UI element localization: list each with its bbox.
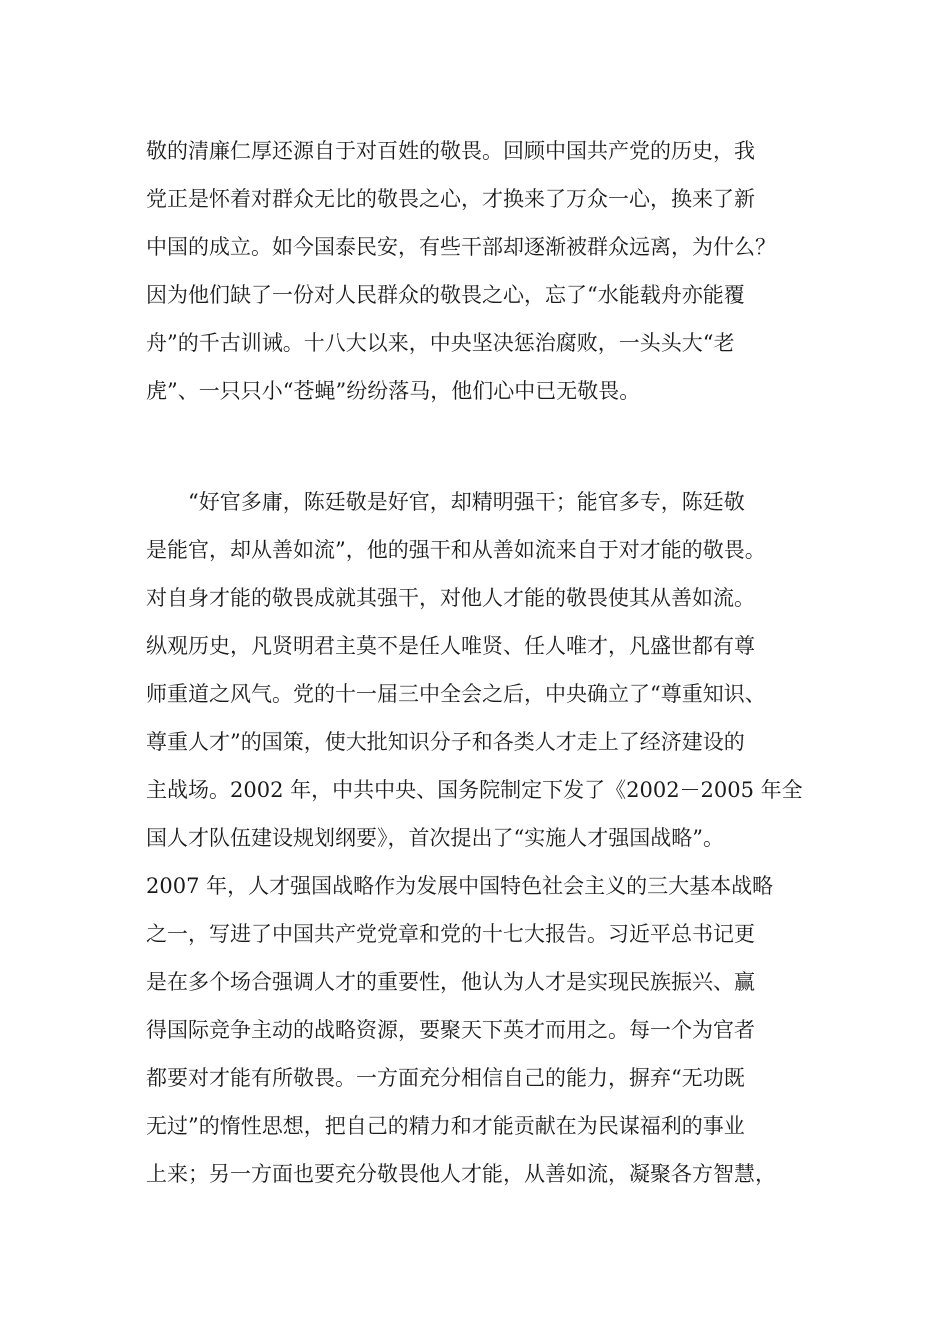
text-line: 都要对才能有所敬畏。一方面充分相信自己的能力，摒弃“无功既 xyxy=(146,1066,745,1090)
text-line: 得国际竞争主动的战略资源，要聚天下英才而用之。每一个为官者 xyxy=(146,1018,755,1042)
text-line: 舟”的千古训诫。十八大以来，中央坚决惩治腐败，一头头大“老 xyxy=(146,331,735,355)
text-line: “好官多庸，陈廷敬是好官，却精明强干；能官多专，陈廷敬 xyxy=(188,490,745,514)
text-line: 师重道之风气。党的十一届三中全会之后，中央确立了“尊重知识、 xyxy=(146,682,766,706)
text-line: 尊重人才”的国策，使大批知识分子和各类人才走上了经济建设的 xyxy=(146,730,745,754)
text-line: 党正是怀着对群众无比的敬畏之心，才换来了万众一心，换来了新 xyxy=(146,187,755,211)
text-line: 之一，写进了中国共产党党章和党的十七大报告。习近平总书记更 xyxy=(146,922,755,946)
text-line: 因为他们缺了一份对人民群众的敬畏之心，忘了“水能载舟亦能覆 xyxy=(146,283,745,307)
text-line: 国人才队伍建设规划纲要》，首次提出了“实施人才强国战略”。 xyxy=(146,826,724,850)
text-line: 主战场。2002 年，中共中央、国务院制定下发了《2002－2005 年全 xyxy=(146,778,803,802)
text-line: 纵观历史，凡贤明君主莫不是任人唯贤、任人唯才，凡盛世都有尊 xyxy=(146,634,755,658)
text-line: 无过”的惰性思想，把自己的精力和才能贡献在为民谋福利的事业 xyxy=(146,1114,745,1138)
text-line: 是在多个场合强调人才的重要性，他认为人才是实现民族振兴、赢 xyxy=(146,970,755,994)
text-line: 是能官，却从善如流”，他的强干和从善如流来自于对才能的敬畏。 xyxy=(146,538,766,562)
text-line: 敬的清廉仁厚还源自于对百姓的敬畏。回顾中国共产党的历史，我 xyxy=(146,139,755,163)
text-line: 虎”、一只只小“苍蝇”纷纷落马，他们心中已无敬畏。 xyxy=(146,379,641,403)
text-line: 上来；另一方面也要充分敬畏他人才能，从善如流，凝聚各方智慧， xyxy=(146,1162,776,1186)
text-line: 对自身才能的敬畏成就其强干，对他人才能的敬畏使其从善如流。 xyxy=(146,586,755,610)
text-line: 2007 年，人才强国战略作为发展中国特色社会主义的三大基本战略 xyxy=(146,874,774,898)
text-line: 中国的成立。如今国泰民安，有些干部却逐渐被群众远离，为什么？ xyxy=(146,235,776,259)
